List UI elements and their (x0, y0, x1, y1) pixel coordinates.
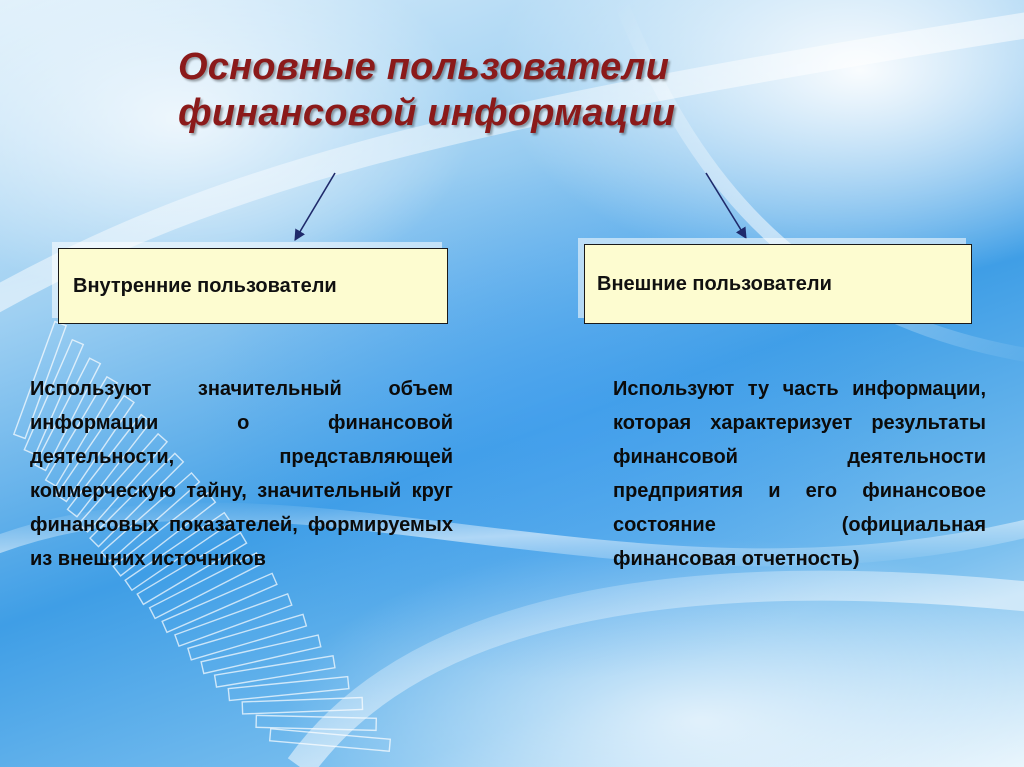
external-users-label: Внешние пользователи (597, 272, 832, 295)
fan-strip (215, 656, 335, 687)
external-users-box (584, 244, 972, 324)
fan-strip (242, 697, 362, 713)
fan-strip (270, 729, 391, 751)
fan-strip (228, 677, 349, 701)
fan-strip (175, 594, 292, 646)
title-line-2: финансовой информации (178, 92, 676, 134)
arrow-to-internal-users (295, 173, 335, 240)
fan-strip (162, 573, 277, 632)
internal-users-description: Используют значительный объем информации о финансовой деятельности, представляющей коммерческую тайну, значительный круг финансовых показателей, формируемых из внешних источников (30, 378, 453, 570)
fan-strip (188, 614, 306, 659)
external-users-description: Используют ту часть информации, которая характеризует результаты финансовой деятельности предприятия и его финансовое состояние (официальная финансовая отчетность) (613, 378, 986, 570)
internal-users-box (58, 248, 448, 324)
slide-title (178, 44, 818, 136)
fan-strip (201, 635, 321, 673)
title-line-1: Основные пользователи (178, 46, 670, 88)
arrow-to-external-users (706, 173, 746, 238)
internal-users-label: Внутренние пользователи (73, 274, 337, 297)
fan-strip (256, 715, 376, 730)
